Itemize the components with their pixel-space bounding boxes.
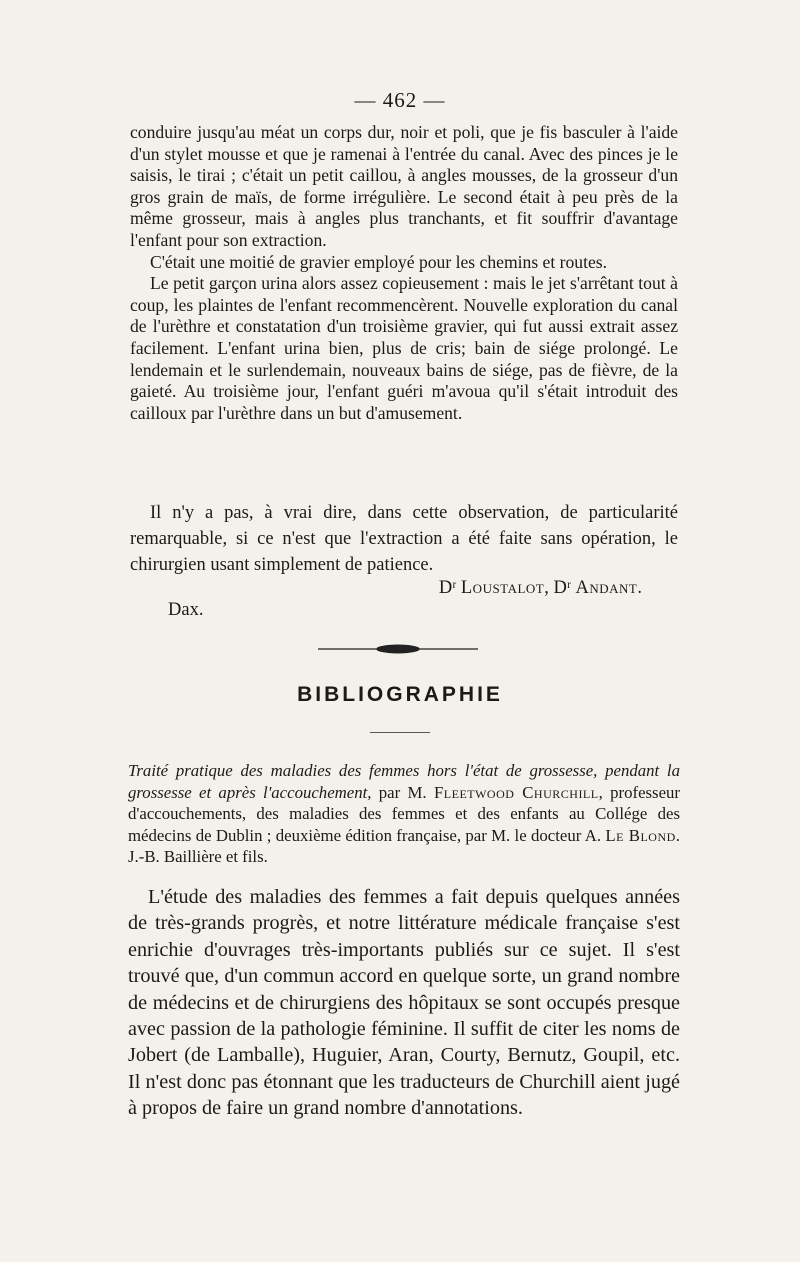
paragraph-observation: Il n'y a pas, à vrai dire, dans cette observation, de particularité remarquable, si ce n'est que l'extraction a été faite sans opération, le chirurgien usant simplement de patience. xyxy=(130,503,678,575)
citation-author: Fleetwood Churchill xyxy=(433,782,599,802)
citation-description: , professeur d'accouchements, des maladies des femmes et des enfants au Collége des médecins de Dublin ; deuxième édition française, par M. le docteur A. xyxy=(128,782,681,845)
page-number: — 462 — xyxy=(354,88,446,112)
review-body xyxy=(128,884,680,1122)
paragraph-continuation: conduire jusqu'au méat un corps dur, noir et poli, que je fis basculer à l'aide d'un stylet mousse et que je ramenai à l'entrée du canal. Avec des pinces je le saisis, le tirai ; c'était un petit caillou, à angles mousses, de la grosseur d'un gros grain de maïs, de forme irrégulière. Le second était à peu près de la même grosseur, mais à angles plus tranchants, et fit souffrir d'avantage l'enfant pour son extraction. xyxy=(130,122,678,250)
bibliographic-citation xyxy=(128,760,680,868)
signature-dr2-name: Andant xyxy=(575,578,638,598)
paragraph-gravier: C'était une moitié de gravier employé pour les chemins et routes. xyxy=(150,251,608,272)
citation-publisher: . J.-B. Baillière et fils. xyxy=(128,825,680,867)
signature-dr1-prefix: Dʳ xyxy=(438,578,457,598)
citation-translator: Le Blond xyxy=(605,825,676,845)
signature-dr1-name: Loustalot xyxy=(460,578,545,598)
citation-title: Traité pratique des maladies des femmes hors l'état de grossesse, pendant la grossesse et après l'accouchement, xyxy=(128,761,680,802)
signature-place: Dax. xyxy=(168,600,204,620)
paragraph-group-middle xyxy=(130,500,678,578)
ornament-divider-icon xyxy=(318,642,478,656)
review-paragraph: L'étude des maladies des femmes a fait depuis quelques années de très-grands progrès, et notre littérature médicale française s'est enrichie d'ouvrages très-importants publiés sur ce sujet. Il s'est trouvé que, d'un commun accord en quelque sorte, un grand nombre de médecins et de chirurgiens des hôpitaux se sont occupés presque avec passion de la pathologie féminine. Il suffit de citer les noms de Jobert (de Lamballe), Huguier, Aran, Courty, Bernutz, Goupil, etc. Il n'est donc pas étonnant que les traducteurs de Churchill aient jugé à propos de faire un grand nombre d'annotations. xyxy=(128,886,680,1120)
signature-end: . xyxy=(637,578,642,598)
signature-line xyxy=(130,578,678,599)
title-rule xyxy=(370,732,430,733)
paragraph-group-top xyxy=(130,122,678,424)
section-title: BIBLIOGRAPHIE xyxy=(297,683,503,706)
signature-dr2-prefix: , Dʳ xyxy=(544,578,571,598)
citation-par: par M. xyxy=(371,782,434,802)
paragraph-petit-garcon: Le petit garçon urina alors assez copieusement : mais le jet s'arrêtant tout à coup, les plaintes de l'enfant recommencèrent. Nouvelle exploration du canal de l'urèthre et constatation d'un troisième gravier, qui fut aussi extrait assez facilement. L'enfant urina bien, plus de cris; bain de siége prolongé. Le lendemain et le surlendemain, nouveaux bains de siége, pas de fièvre, de la gaieté. Au troisième jour, l'enfant guéri m'avoua qu'il s'était introduit des cailloux par l'urèthre dans un but d'amusement. xyxy=(130,273,678,423)
